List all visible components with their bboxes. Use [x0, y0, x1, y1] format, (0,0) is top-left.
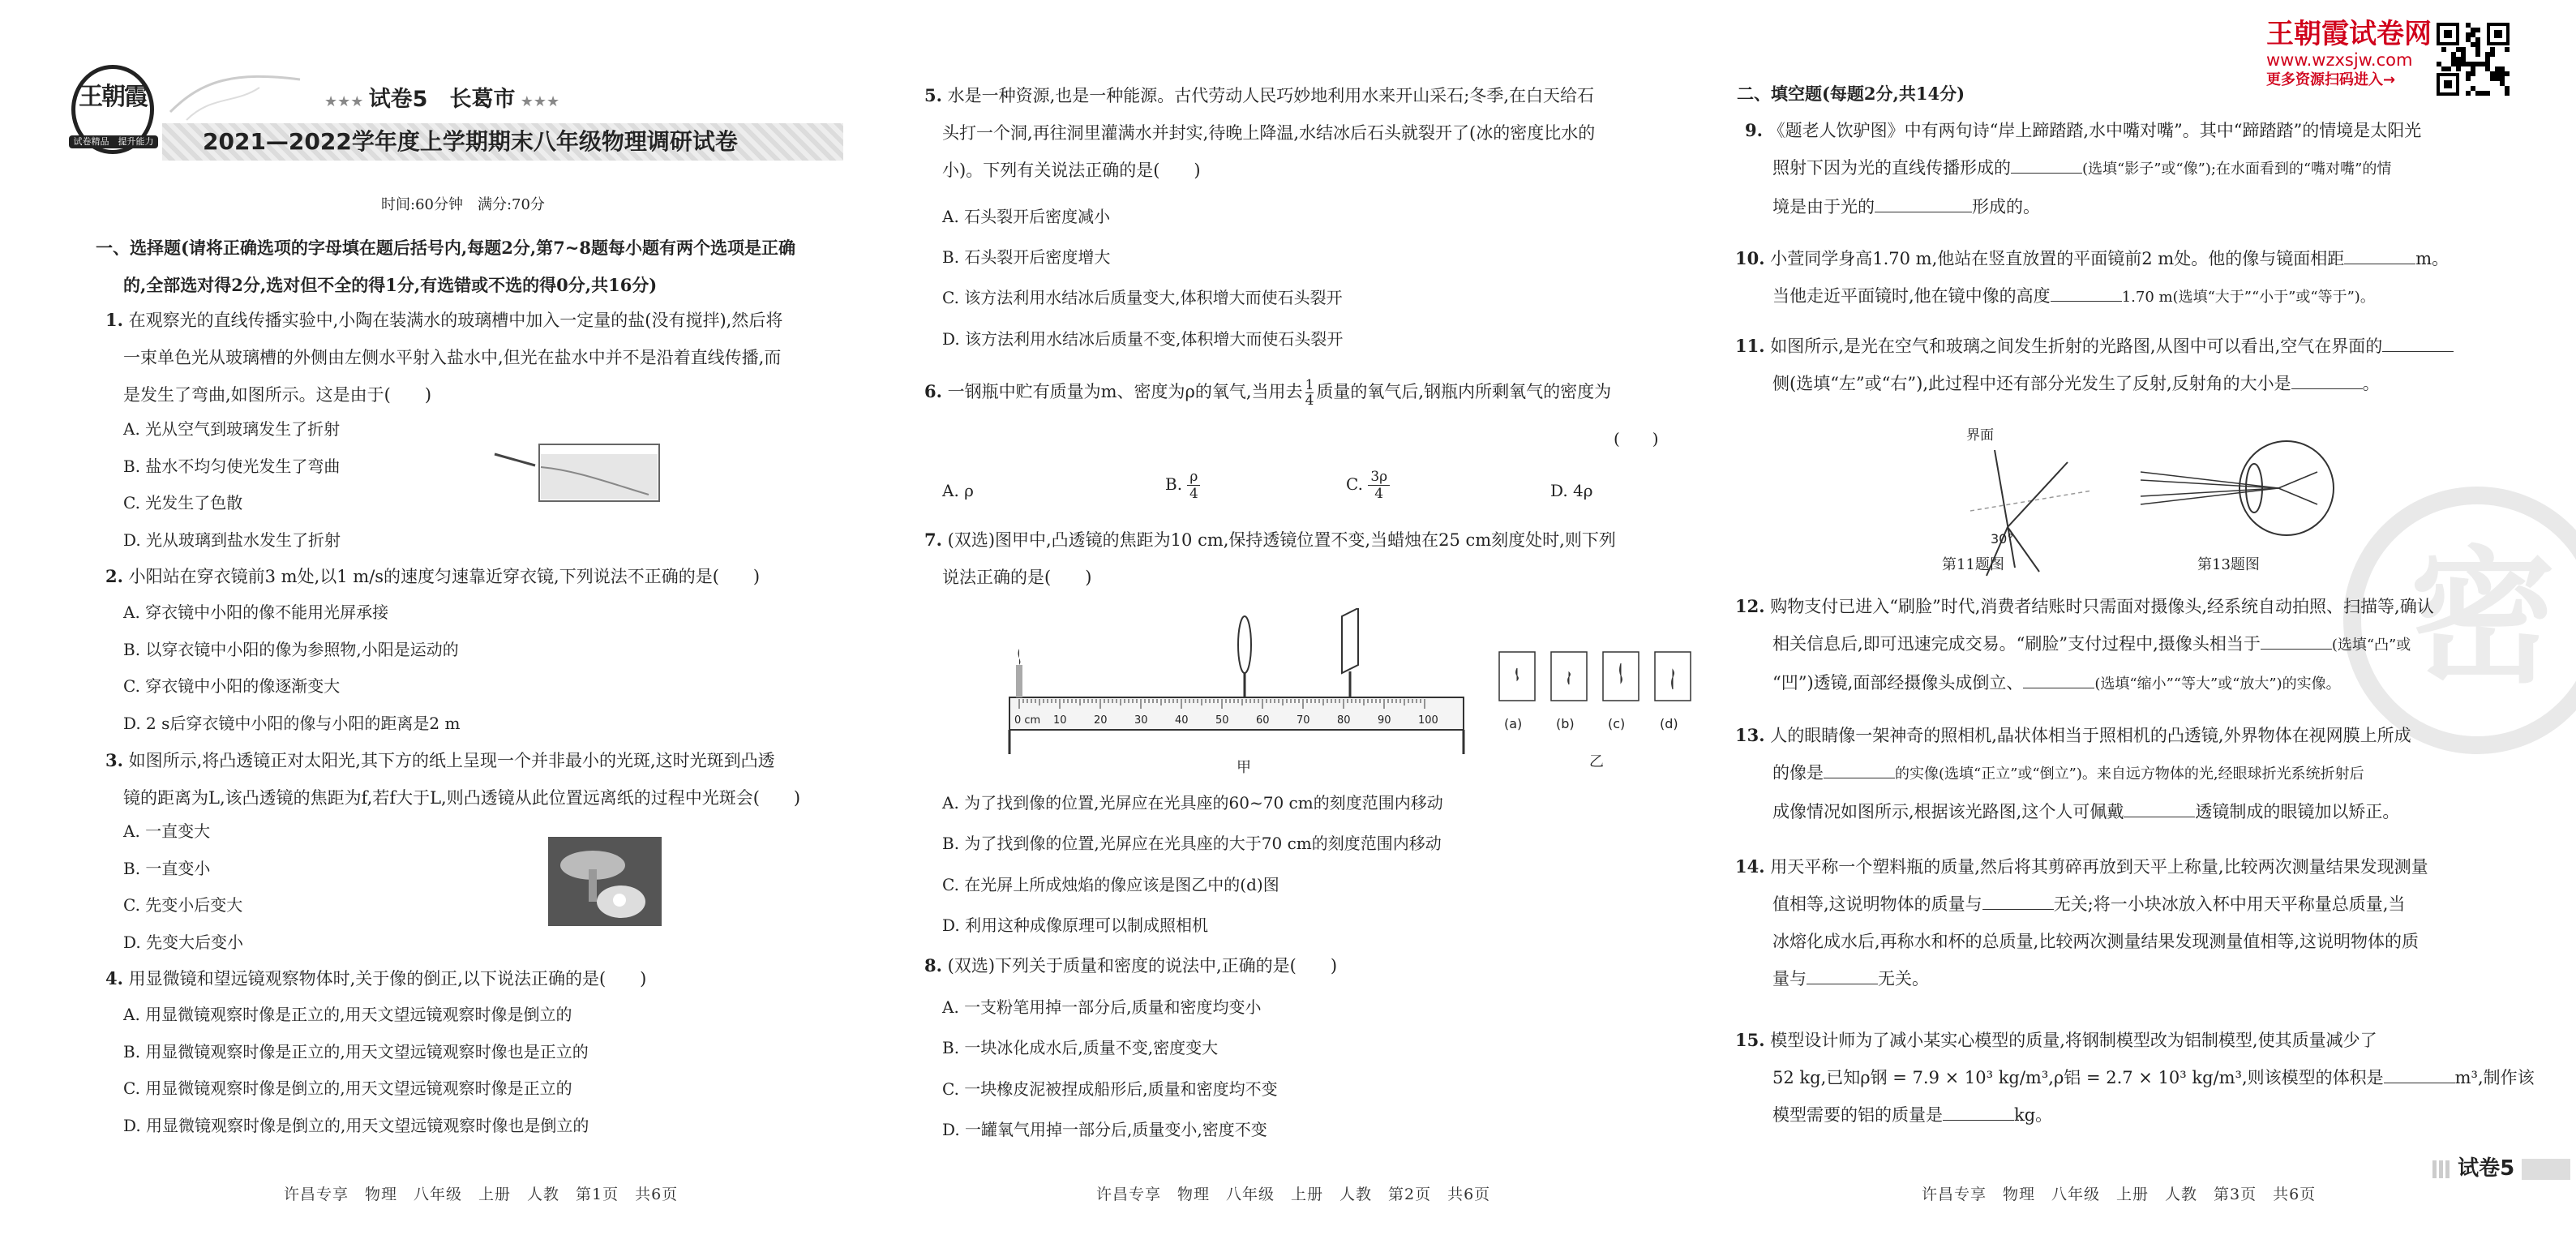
q5-option-b: B. 石头裂开后密度增大: [942, 247, 1111, 267]
qr-cell: [2451, 57, 2456, 62]
qr-cell: [2485, 57, 2490, 62]
question-13: [1735, 717, 2562, 830]
q1-glass-tank-figure: [486, 430, 669, 511]
q7-option-d: D. 利用这种成像原理可以制成照相机: [942, 916, 1209, 935]
q1-option-d: D. 光从玻璃到盐水发生了折射: [123, 530, 341, 550]
q3-lens-photo-figure: [548, 837, 662, 926]
q9-line3a: 境是由于光的: [1772, 197, 1875, 217]
bench-tick-label: 100: [1418, 714, 1438, 727]
q13-line1: 人的眼睛像一架神奇的照相机,晶状体相当于照相机的凸透镜,外界物体在视网膜上所成: [1770, 726, 2411, 745]
question-5: [924, 77, 1703, 189]
q12-number: 12.: [1735, 596, 1765, 616]
qr-cell: [2446, 66, 2451, 71]
image-option-label: (a): [1504, 716, 1523, 731]
corner-paper-label: [2432, 1151, 2570, 1181]
bench-tick-label: 20: [1094, 714, 1108, 727]
q4-option-a: A. 用显微镜观察时像是正立的,用天文望远镜观察时像是倒立的: [123, 1005, 572, 1024]
q15-line2a: 52 kg,已知ρ钢 = 7.9 × 10³ kg/m³,ρ铝 = 2.7 × 10³ kg/m³,则该模型的体积是: [1772, 1068, 2384, 1087]
qr-cell: [2461, 62, 2466, 66]
qr-cell: [2495, 76, 2500, 81]
q10-number: 10.: [1735, 248, 1765, 268]
fig-11-caption: 第11题图: [1942, 556, 2004, 573]
watermark-text: 密: [2410, 532, 2557, 703]
q8-option-c: C. 一块橡皮泥被捏成船形后,质量和密度均不变: [942, 1079, 1278, 1099]
paper-title-line: ★★★ 试卷5 长葛市 ★★★: [324, 87, 560, 112]
q10-line2a: 当他走近平面镜时,他在镜中像的高度: [1772, 286, 2051, 306]
section1-heading-1: 一、选择题(请将正确选项的字母填在题后括号内,每题2分,第7~8题每小题有两个选项是正确: [96, 238, 795, 258]
qr-cell: [2505, 71, 2510, 76]
q9-line3b: 形成的。: [1972, 197, 2040, 217]
qr-cell: [2471, 32, 2475, 37]
q12-line2b: (选填“凸”或: [2331, 637, 2411, 654]
qr-cell: [2505, 86, 2510, 91]
q12-blank-1[interactable]: [2261, 633, 2332, 650]
page-1: [0, 0, 876, 1235]
q7-number: 7.: [924, 530, 942, 550]
q5-line2: 头打一个洞,再往洞里灌满水并封实,待晚上降温,水结冰后石头就裂开了(冰的密度比水的: [942, 123, 1596, 143]
question-3: [105, 742, 851, 817]
q11-line2b: 。: [2362, 374, 2380, 393]
q11-blank-2[interactable]: [2291, 372, 2363, 389]
q4-number: 4.: [105, 968, 123, 988]
bench-tick-label: 70: [1297, 714, 1310, 727]
question-10: [1735, 240, 2562, 316]
q2-option-c: C. 穿衣镜中小阳的像逐渐变大: [123, 676, 341, 696]
logo-text: 王朝霞: [79, 83, 147, 111]
q3-option-d: D. 先变大后变小: [123, 933, 244, 952]
brand-name: 王朝霞试卷网: [2266, 18, 2432, 50]
q1-line2: 一束单色光从玻璃槽的外侧由左侧水平射入盐水中,但光在盐水中并不是沿着直线传播,而: [123, 348, 782, 367]
q6-b-num: ρ: [1187, 469, 1200, 486]
qr-cell: [2495, 71, 2500, 76]
q11-number: 11.: [1735, 336, 1765, 356]
qr-cell: [2475, 37, 2480, 42]
q6-b-den: 4: [1189, 486, 1198, 502]
qr-cell: [2461, 52, 2466, 57]
q15-line2b: m³,制作该: [2454, 1068, 2535, 1087]
qr-cell: [2500, 71, 2505, 76]
q11-blank-1[interactable]: [2382, 335, 2454, 352]
bench-tick-label: 0 cm: [1014, 714, 1041, 727]
qr-cell: [2456, 57, 2461, 62]
bench-tick-label: 40: [1175, 714, 1189, 727]
q8-option-b: B. 一块冰化成水后,质量不变,密度变大: [942, 1038, 1219, 1057]
question-15: [1735, 1022, 2562, 1134]
q1-line3: 是发生了弯曲,如图所示。这是由于( ): [123, 385, 432, 405]
q3-line2: 镜的距离为L,该凸透镜的焦距为f,若f大于L,则凸透镜从此位置远离纸的过程中光斑会( ): [123, 788, 801, 808]
page-2: [892, 0, 1711, 1235]
q1-line1: 在观察光的直线传播实验中,小陶在装满水的玻璃槽中加入一定量的盐(没有搅拌),然后将: [128, 311, 783, 330]
q14-blank-1[interactable]: [1982, 893, 2054, 910]
qr-cell: [2437, 62, 2441, 66]
qr-cell: [2466, 32, 2471, 37]
q5-line3: 小)。下列有关说法正确的是( ): [942, 161, 1201, 180]
qr-cell: [2466, 37, 2471, 42]
qr-cell: [2475, 62, 2480, 66]
q15-number: 15.: [1735, 1030, 1765, 1050]
qr-cell: [2475, 47, 2480, 52]
qr-cell: [2500, 66, 2505, 71]
q6-option-a: A. ρ: [942, 481, 974, 500]
q8-option-d: D. 一罐氧气用掉一部分后,质量变小,密度不变: [942, 1120, 1267, 1139]
q9-line2a: 照射下因为光的直线传播形成的: [1772, 158, 2011, 178]
bench-tick-label: 10: [1053, 714, 1067, 727]
q12-line3a: “凹”)透镜,面部经摄像头成倒立、: [1772, 673, 2024, 693]
q4-option-c: C. 用显微镜观察时像是倒立的,用天文望远镜观察时像是正立的: [123, 1078, 572, 1098]
q6-paren: ( ): [1614, 429, 1659, 448]
q12-line2a: 相关信息后,即可迅速完成交易。“刷脸”支付过程中,摄像头相当于: [1772, 634, 2261, 654]
q6-c-num: 3ρ: [1368, 469, 1390, 486]
q14-line2b: 无关;将一小块冰放入杯中用天平称量总质量,当: [2053, 894, 2406, 914]
bench-tick-label: 30: [1134, 714, 1148, 727]
q3-option-a: A. 一直变大: [123, 821, 211, 841]
logo-sub1: 试卷精品: [73, 136, 109, 147]
question-9: [1745, 112, 2556, 225]
q6-line1a: 一钢瓶中贮有质量为m、密度为ρ的氧气,当用去: [947, 382, 1303, 401]
q10-line1b: m。: [2415, 249, 2450, 268]
qr-cell: [2495, 66, 2500, 71]
page-3-footer: 许昌专享 物理 八年级 上册 人教 第3页 共6页: [1922, 1186, 2317, 1203]
q13-line2a: 的像是: [1772, 763, 1824, 783]
q5-line1: 水是一种资源,也是一种能源。古代劳动人民巧妙地利用水来开山采石;冬季,在白天给石: [947, 86, 1595, 105]
q7-option-a: A. 为了找到像的位置,光屏应在光具座的60~70 cm的刻度范围内移动: [942, 793, 1443, 813]
fig11-angle-label: 30°: [1991, 531, 2014, 547]
q8-option-a: A. 一支粉笔用掉一部分后,质量和密度均变小: [942, 997, 1262, 1017]
qr-cell: [2490, 71, 2495, 76]
q14-line3: 冰熔化成水后,再称水和杯的总质量,比较两次测量结果发现测量值相等,这说明物体的质: [1772, 932, 2420, 951]
q2-option-a: A. 穿衣镜中小阳的像不能用光屏承接: [123, 602, 389, 622]
qr-cell: [2485, 62, 2490, 66]
q13-line2b: 的实像(选填“正立”或“倒立”)。来自远方物体的光,经眼球折光系统折射后: [1895, 765, 2364, 783]
q6-fraction: [1305, 378, 1314, 408]
q8-line1: (双选)下列关于质量和密度的说法中,正确的是( ): [947, 956, 1338, 976]
q9-number: 9.: [1745, 120, 1763, 140]
q6-c-den: 4: [1374, 486, 1384, 502]
q2-option-b: B. 以穿衣镜中小阳的像为参照物,小阳是运动的: [123, 640, 459, 659]
q15-line3a: 模型需要的铝的质量是: [1772, 1105, 1943, 1125]
page-3: [1727, 0, 2576, 1235]
qr-cell: [2485, 66, 2490, 71]
q15-line3b: kg。: [2014, 1105, 2053, 1125]
q4-option-d: D. 用显微镜观察时像是倒立的,用天文望远镜观察时像也是倒立的: [123, 1116, 589, 1135]
q1-option-b: B. 盐水不均匀使光发生了弯曲: [123, 457, 341, 476]
q5-option-d: D. 该方法利用水结冰后质量不变,体积增大而使石头裂开: [942, 329, 1344, 349]
q10-line1a: 小萱同学身高1.70 m,他站在竖直放置的平面镜前2 m处。他的像与镜面相距: [1770, 249, 2345, 268]
q8-number: 8.: [924, 955, 942, 976]
brand-slogan: 更多资源扫码进入→: [2266, 71, 2396, 88]
q4-option-b: B. 用显微镜观察时像是正立的,用天文望远镜观察时像也是正立的: [123, 1042, 589, 1061]
title-banner: [162, 123, 843, 161]
q6-frac-num: 1: [1305, 377, 1314, 393]
q7-line2: 说法正确的是( ): [942, 568, 1092, 587]
q9-blank-2[interactable]: [1875, 195, 1972, 212]
qr-cell: [2471, 86, 2475, 91]
fig-13-caption: 第13题图: [2197, 556, 2260, 573]
q14-line2a: 值相等,这说明物体的质量与: [1772, 894, 1982, 914]
qr-cell: [2441, 66, 2446, 71]
question-4: [105, 960, 851, 997]
q15-blank-1[interactable]: [2384, 1066, 2455, 1083]
qr-cell: [2471, 28, 2475, 32]
logo: [71, 65, 154, 154]
question-8: [924, 947, 1703, 984]
q7-line1: (双选)图甲中,凸透镜的焦距为10 cm,保持透镜位置不变,当蜡烛在25 cm刻度处时,则下列: [947, 530, 1616, 550]
image-option-label: (b): [1556, 716, 1575, 731]
qr-cell: [2471, 66, 2475, 71]
q9-line2b: (选填“影子”或“像”);在水面看到的“嘴对嘴”的情: [2082, 161, 2392, 178]
q5-number: 5.: [924, 85, 942, 105]
q14-line1: 用天平称一个塑料瓶的质量,然后将其剪碎再放到天平上称量,比较两次测量结果发现测量: [1770, 857, 2428, 877]
bench-tick-label: 90: [1378, 714, 1391, 727]
brand-url: www.wzxsjw.com: [2266, 50, 2413, 70]
qr-cell: [2451, 62, 2456, 66]
q2-option-d: D. 2 s后穿衣镜中小阳的像与小阳的距离是2 m: [123, 714, 461, 733]
city-name: 长葛市: [449, 87, 516, 112]
qr-cell: [2490, 76, 2495, 81]
qr-cell: [2441, 47, 2446, 52]
qr-cell: [2466, 71, 2471, 76]
qr-cell: [2490, 52, 2495, 57]
qr-cell: [2466, 62, 2471, 66]
q1-option-a: A. 光从空气到玻璃发生了折射: [123, 419, 341, 439]
q6-option-c: [1346, 469, 1390, 502]
q3-option-b: B. 一直变小: [123, 859, 211, 878]
fig-jia-label: 甲: [1237, 759, 1251, 776]
q12-line1: 购物支付已进入“刷脸”时代,消费者结账时只需面对摄像头,经系统自动拍照、扫描等,确认: [1770, 597, 2434, 616]
image-option-label: (c): [1608, 716, 1626, 731]
q2-line1: 小阳站在穿衣镜前3 m处,以1 m/s的速度匀速靠近穿衣镜,下列说法不正确的是( ): [128, 567, 761, 586]
qr-code-icon[interactable]: [2437, 23, 2510, 96]
paper-label: 试卷5: [368, 87, 428, 112]
q14-line4a: 量与: [1772, 969, 1807, 988]
q1-option-c: C. 光发生了色散: [123, 493, 243, 512]
question-7: [924, 521, 1703, 596]
qr-cell: [2480, 91, 2485, 96]
q13-number: 13.: [1735, 725, 1765, 745]
q10-blank-2[interactable]: [2051, 285, 2122, 302]
q9-line1: 《题老人饮驴图》中有两句诗“岸上蹄踏踏,水中嘴对嘴”。其中“蹄踏踏”的情境是太阳光: [1768, 121, 2422, 140]
qr-cell: [2485, 91, 2490, 96]
q13-line3a: 成像情况如图所示,根据该光路图,这个人可佩戴: [1772, 802, 2124, 821]
q3-number: 3.: [105, 750, 123, 770]
question-14: [1735, 848, 2562, 997]
section1-heading-2: 的,全部选对得2分,选对但不全的得1分,有选错或不选的得0分,共16分): [123, 275, 658, 295]
image-option-label: (d): [1660, 716, 1678, 731]
q3-line1: 如图所示,将凸透镜正对太阳光,其下方的纸上呈现一个并非最小的光斑,这时光斑到凸透: [128, 751, 775, 770]
bench-tick-label: 50: [1215, 714, 1229, 727]
q15-line1: 模型设计师为了减小某实心模型的质量,将钢制模型改为铝制模型,使其质量减少了: [1770, 1031, 2377, 1050]
question-6: [924, 373, 1703, 410]
q6-frac-den: 4: [1305, 392, 1314, 409]
q5-option-c: C. 该方法利用水结冰后质量变大,体积增大而使石头裂开: [942, 288, 1343, 307]
qr-cell: [2475, 42, 2480, 47]
qr-cell: [2500, 76, 2505, 81]
q7-image-options-figure: [1496, 649, 1707, 738]
qr-cell: [2485, 52, 2490, 57]
question-12: [1735, 588, 2562, 703]
question-11: [1735, 328, 2562, 402]
qr-cell: [2451, 52, 2456, 57]
qr-cell: [2456, 62, 2461, 66]
q10-blank-1[interactable]: [2344, 247, 2415, 264]
qr-cell: [2475, 52, 2480, 57]
q15-blank-2[interactable]: [1943, 1104, 2014, 1121]
qr-cell: [2490, 47, 2495, 52]
qr-cell: [2475, 28, 2480, 32]
q11-line1a: 如图所示,是光在空气和玻璃之间发生折射的光路图,从图中可以看出,空气在界面的: [1770, 337, 2383, 356]
ribbon-decoration: [162, 63, 308, 128]
qr-cell: [2461, 47, 2466, 52]
q6-line1b: 质量的氧气后,钢瓶内所剩氧气的密度为: [1316, 382, 1612, 401]
qr-cell: [2505, 91, 2510, 96]
bench-tick-label: 60: [1256, 714, 1270, 727]
qr-cell: [2505, 47, 2510, 52]
q7-optical-bench-figure: [1001, 608, 1472, 778]
exam-title: 2021—2022学年度上学期期末八年级物理调研试卷: [203, 128, 738, 155]
q14-line4b: 无关。: [1878, 969, 1929, 988]
q5-option-a: A. 石头裂开后密度减小: [942, 207, 1111, 226]
qr-cell: [2466, 91, 2471, 96]
question-1: [105, 302, 851, 414]
q12-line3b: (选填“缩小”“等大”或“放大”)的实像。: [2094, 675, 2341, 693]
q6-option-d: D. 4ρ: [1550, 481, 1593, 500]
q6-option-b: [1165, 469, 1200, 502]
page-2-footer: 许昌专享 物理 八年级 上册 人教 第2页 共6页: [1096, 1186, 1491, 1203]
qr-cell: [2466, 76, 2471, 81]
qr-cell: [2500, 81, 2505, 86]
q11-line2a: 侧(选填“左”或“右”),此过程中还有部分光发生了反射,反射角的大小是: [1772, 374, 2291, 393]
q4-line1: 用显微镜和望远镜观察物体时,关于像的倒正,以下说法正确的是( ): [128, 969, 647, 988]
qr-cell: [2456, 47, 2461, 52]
q9-blank-1[interactable]: [2011, 157, 2082, 174]
qr-cell: [2456, 66, 2461, 71]
q7-option-c: C. 在光屏上所成烛焰的像应该是图乙中的(d)图: [942, 875, 1279, 894]
q1-number: 1.: [105, 310, 123, 330]
q13-line3b: 透镜制成的眼镜加以矫正。: [2195, 802, 2400, 821]
q12-blank-2[interactable]: [2023, 671, 2094, 688]
q6-number: 6.: [924, 381, 942, 401]
q13-blank-1[interactable]: [1824, 761, 1895, 778]
fig-yi-caption: 乙: [1589, 753, 1604, 770]
q10-line2b: 1.70 m(选填“大于”“小于”或“等于”)。: [2121, 289, 2375, 306]
q6-b-pre: B.: [1165, 474, 1188, 494]
qr-cell: [2461, 57, 2466, 62]
q6-c-pre: C.: [1346, 474, 1369, 494]
fig-13-eye-diagram: [2132, 438, 2360, 543]
qr-cell: [2471, 62, 2475, 66]
qr-cell: [2466, 23, 2471, 28]
q14-blank-2[interactable]: [1807, 967, 1878, 984]
page-1-footer: 许昌专享 物理 八年级 上册 人教 第1页 共6页: [284, 1186, 679, 1203]
qr-cell: [2471, 42, 2475, 47]
q7-option-b: B. 为了找到像的位置,光屏应在光具座的大于70 cm的刻度范围内移动: [942, 834, 1442, 853]
qr-cell: [2471, 71, 2475, 76]
question-2: [105, 558, 851, 595]
q2-number: 2.: [105, 566, 123, 586]
q14-number: 14.: [1735, 856, 1765, 877]
q13-blank-2[interactable]: [2124, 800, 2195, 817]
fig11-interface-label: 界面: [1966, 427, 1994, 444]
bench-tick-label: 80: [1337, 714, 1351, 727]
time-info: 时间:60分钟 满分:70分: [381, 196, 545, 213]
logo-sub2: 提升能力: [118, 136, 154, 147]
corner-label-text: 试卷5: [2458, 1156, 2515, 1181]
q3-option-c: C. 先变小后变大: [123, 895, 243, 915]
qr-cell: [2475, 91, 2480, 96]
qr-cell: [2480, 62, 2485, 66]
section2-heading: 二、填空题(每题2分,共14分): [1737, 84, 1965, 104]
